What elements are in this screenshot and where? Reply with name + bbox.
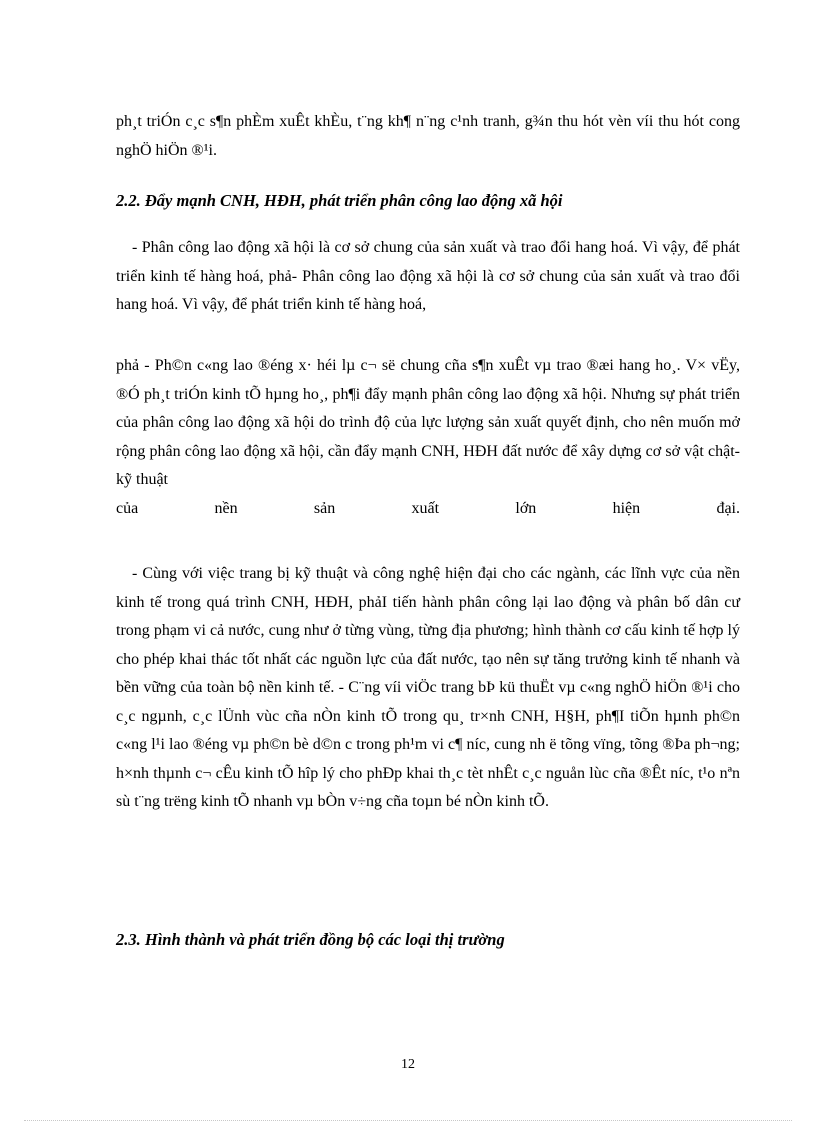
paragraph-industrialization	[116, 352, 740, 523]
paragraph-technology-text: - Cùng với việc trang bị kỹ thuật và công nghệ hiện đại cho các ngành, các lĩnh vực của nền kinh tế trong quá trình CNH, HĐH, phảI tiến hành phân công lại lao động và phân bố dân cư trong phạm vi cả nước, cung như ở từng vùng, từng địa phương; hình thành cơ cấu kinh tế hợp lý cho phép khai thác tốt nhất các nguồn lực của đất nước, tạo nên sự tăng trưởng kinh tế nhanh và bền vững của toàn bộ nền kinh tế. - C¨ng víi viÖc trang bÞ kü thuËt vµ c«ng nghÖ hiÖn ®¹i cho c¸c ngµnh, c¸c lÜnh vùc cña nÒn kinh tÕ trong qu¸ tr×nh CNH, H§H, ph¶I tiÕn hµnh ph©n c«ng l¹i lao ®éng vµ ph©n bè d©n c trong ph¹m vi c¶ níc, cung nh ë tõng vïng, tõng ®Þa ph¬ng; h×nh thµnh c¬ cÊu kinh tÕ hîp lý cho phÐp khai th¸c tèt nhÊt c¸c nguån lùc cña ®Êt níc, t¹o nªn sù t¨ng trëng kinh tÕ nhanh vµ bÒn v÷ng cña toµn bé nÒn kinh tÕ.	[116, 565, 740, 810]
paragraph-intro-text: ph¸t triÓn c¸c s¶n phÈm xuÊt khÈu, t¨ng kh¶ n¨ng c¹nh tranh, g¾n thu hót vèn víi thu hót cong nghÖ hiÖn ®¹i.	[116, 113, 740, 159]
heading-2-2-text: 2.2. Đẩy mạnh CNH, HĐH, phát triển phân công lao động xã hội	[116, 191, 563, 210]
heading-2-3-text: 2.3. Hình thành và phát triển đồng bộ các loại thị trường	[116, 930, 505, 949]
paragraph-industrialization-last-line: của nền sản xuất lớn hiện đại.	[116, 499, 740, 517]
paragraph-division-text: - Phân công lao động xã hội là cơ sở chung của sản xuất và trao đổi hang hoá. Vì vậy, để phát triển kinh tế hàng hoá, phả- Phân công lao động xã hội là cơ sở chung của sản xuất và trao đổi hang hoá. Vì vậy, để phát triển kinh tế hàng hoá,	[116, 239, 740, 313]
page-number: 12	[401, 1057, 415, 1072]
paragraph-intro	[116, 108, 740, 165]
paragraph-technology	[116, 560, 740, 817]
paragraph-division-of-labour	[116, 234, 740, 320]
section-heading-2-2	[116, 191, 740, 211]
paragraph-industrialization-text: phả - Ph©n c«ng lao ®éng x· héi lµ c¬ së chung cña s¶n xuÊt vµ trao ®æi hang ho¸. V× vËy, ®Ó ph¸t triÓn kinh tÕ hµng ho¸, ph¶i đẩy mạnh phân công lao động xã hội. Nhưng sự phát triển của phân công lao động xã hội do trình độ của lực lượng sản xuất quyết định, cho nên muốn mở rộng phân công lao động xã hội, cần đẩy mạnh CNH, HĐH đất nước để xây dựng cơ sở vật chật- kỹ thuật	[116, 357, 740, 488]
section-heading-2-3	[116, 930, 740, 950]
page-bottom-divider	[24, 1120, 792, 1121]
